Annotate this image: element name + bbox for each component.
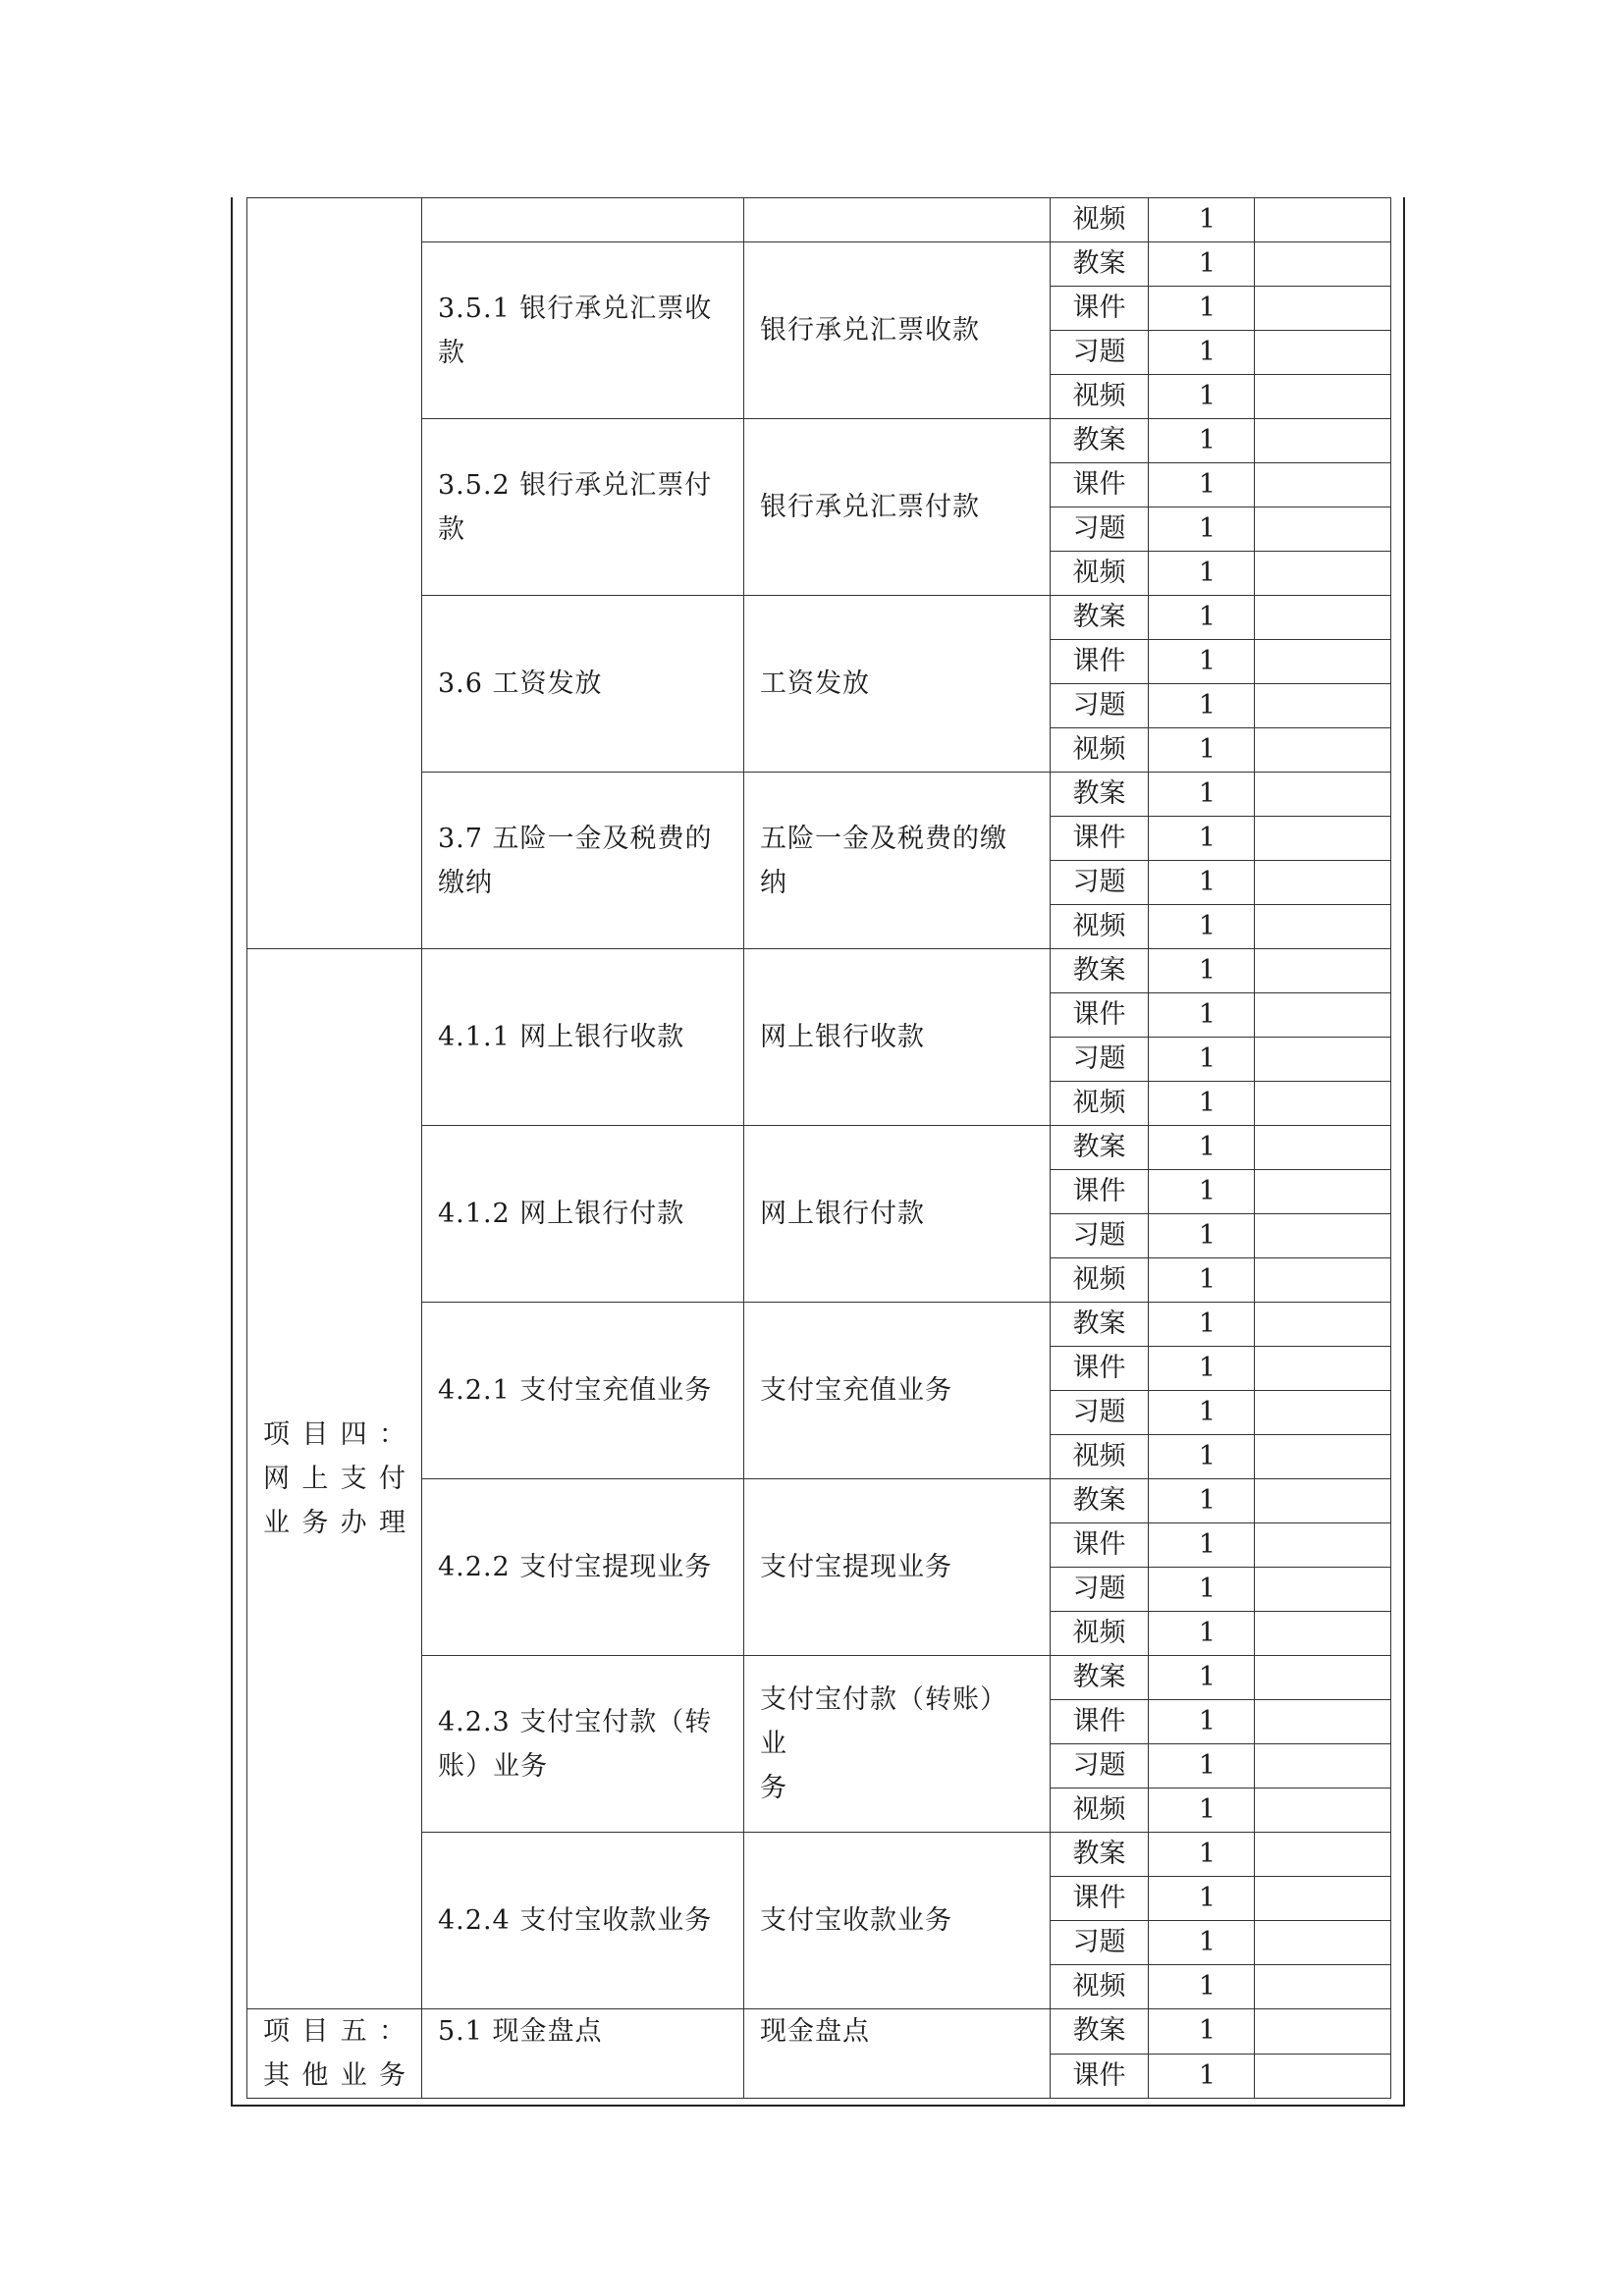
resource-qty-cell: 1 — [1149, 1965, 1255, 2009]
resource-note-cell — [1255, 773, 1391, 817]
resource-qty-cell: 1 — [1149, 198, 1255, 242]
content-label-line: 支付宝收款业务 — [760, 1905, 952, 1936]
resource-note-cell — [1255, 331, 1391, 375]
task-label-line: 3.5.1 银行承兑汇票收 — [438, 293, 713, 324]
resource-type-cell: 课件 — [1051, 1700, 1149, 1744]
project-label-line: 网 上 支 付 — [263, 1464, 406, 1494]
task-label-line: 4.2.2 支付宝提现业务 — [438, 1552, 713, 1582]
resource-qty-cell: 1 — [1149, 552, 1255, 596]
resource-type-cell: 教案 — [1051, 596, 1149, 640]
resource-qty-cell: 1 — [1149, 728, 1255, 773]
resource-qty-cell: 1 — [1149, 419, 1255, 463]
content-label-line: 银行承兑汇票收款 — [760, 315, 980, 346]
resource-qty-cell: 1 — [1149, 817, 1255, 861]
resource-type-cell: 课件 — [1051, 817, 1149, 861]
task-label-line: 4.2.4 支付宝收款业务 — [438, 1905, 713, 1936]
resource-type-cell: 教案 — [1051, 1126, 1149, 1170]
resource-qty-cell: 1 — [1149, 1347, 1255, 1391]
resource-qty-cell: 1 — [1149, 596, 1255, 640]
content-label-line: 支付宝提现业务 — [760, 1552, 952, 1582]
resource-note-cell — [1255, 1170, 1391, 1214]
resource-note-cell — [1255, 1523, 1391, 1568]
content-label-line: 现金盘点 — [760, 2016, 870, 2047]
resource-table — [246, 197, 1391, 2099]
task-label-line: 款 — [438, 337, 465, 368]
resource-type-cell: 教案 — [1051, 1833, 1149, 1877]
resource-qty-cell: 1 — [1149, 684, 1255, 728]
resource-type-cell: 教案 — [1051, 242, 1149, 287]
resource-qty-cell: 1 — [1149, 773, 1255, 817]
task-cell — [422, 1479, 744, 1656]
project-label-line: 项目五： — [263, 2016, 406, 2047]
resource-note-cell — [1255, 861, 1391, 905]
project-cell — [247, 949, 422, 2009]
resource-type-cell: 视频 — [1051, 905, 1149, 949]
resource-note-cell — [1255, 2009, 1391, 2055]
table-body — [247, 198, 1391, 2099]
task-cell — [422, 1656, 744, 1833]
task-cell — [422, 949, 744, 1126]
resource-note-cell — [1255, 1656, 1391, 1700]
content-label-line: 工资发放 — [760, 668, 870, 699]
content-label-line: 务 — [760, 1773, 787, 1803]
resource-note-cell — [1255, 2054, 1391, 2099]
resource-note-cell — [1255, 949, 1391, 993]
resource-qty-cell: 1 — [1149, 949, 1255, 993]
resource-note-cell — [1255, 1833, 1391, 1877]
resource-note-cell — [1255, 1435, 1391, 1479]
resource-note-cell — [1255, 1391, 1391, 1435]
resource-type-cell: 课件 — [1051, 463, 1149, 507]
resource-qty-cell: 1 — [1149, 1612, 1255, 1656]
resource-type-cell: 习题 — [1051, 1744, 1149, 1789]
resource-qty-cell: 1 — [1149, 1833, 1255, 1877]
resource-qty-cell: 1 — [1149, 1921, 1255, 1965]
task-cell — [422, 1126, 744, 1303]
resource-type-cell: 视频 — [1051, 198, 1149, 242]
task-cell — [422, 773, 744, 949]
resource-note-cell — [1255, 1082, 1391, 1126]
resource-type-cell: 课件 — [1051, 287, 1149, 331]
resource-note-cell — [1255, 507, 1391, 552]
resource-type-cell: 课件 — [1051, 1877, 1149, 1921]
resource-qty-cell: 1 — [1149, 463, 1255, 507]
resource-type-cell: 教案 — [1051, 949, 1149, 993]
resource-note-cell — [1255, 905, 1391, 949]
task-label-line: 3.7 五险一金及税费的 — [438, 823, 713, 854]
resource-qty-cell: 1 — [1149, 861, 1255, 905]
content-cell — [744, 1833, 1051, 2009]
resource-note-cell — [1255, 198, 1391, 242]
task-label-line: 4.1.2 网上银行付款 — [438, 1199, 685, 1229]
resource-qty-cell: 1 — [1149, 905, 1255, 949]
content-label-line: 五险一金及税费的缴 — [760, 823, 1007, 854]
task-label-line: 4.1.1 网上银行收款 — [438, 1022, 685, 1052]
project-cell — [247, 2009, 422, 2099]
resource-note-cell — [1255, 1700, 1391, 1744]
resource-qty-cell: 1 — [1149, 1435, 1255, 1479]
resource-type-cell: 视频 — [1051, 552, 1149, 596]
resource-type-cell: 视频 — [1051, 1612, 1149, 1656]
resource-type-cell: 教案 — [1051, 1656, 1149, 1700]
resource-type-cell: 教案 — [1051, 1303, 1149, 1347]
resource-note-cell — [1255, 552, 1391, 596]
task-cell — [422, 1833, 744, 2009]
resource-type-cell: 视频 — [1051, 1435, 1149, 1479]
resource-type-cell: 视频 — [1051, 1082, 1149, 1126]
resource-qty-cell: 1 — [1149, 375, 1255, 419]
content-label-line: 网上银行付款 — [760, 1199, 925, 1229]
content-cell — [744, 198, 1051, 242]
resource-type-cell: 视频 — [1051, 1789, 1149, 1833]
resource-qty-cell: 1 — [1149, 1303, 1255, 1347]
resource-qty-cell: 1 — [1149, 2054, 1255, 2099]
resource-note-cell — [1255, 1568, 1391, 1612]
task-label-line: 账）业务 — [438, 1750, 548, 1782]
resource-qty-cell: 1 — [1149, 1170, 1255, 1214]
resource-note-cell — [1255, 684, 1391, 728]
content-cell — [744, 1656, 1051, 1833]
content-label-line: 支付宝充值业务 — [760, 1375, 952, 1406]
resource-note-cell — [1255, 1038, 1391, 1082]
resource-type-cell: 视频 — [1051, 1258, 1149, 1303]
resource-type-cell: 习题 — [1051, 684, 1149, 728]
resource-type-cell: 教案 — [1051, 419, 1149, 463]
content-cell — [744, 596, 1051, 773]
resource-note-cell — [1255, 1921, 1391, 1965]
resource-qty-cell: 1 — [1149, 993, 1255, 1038]
task-cell — [422, 1303, 744, 1479]
resource-qty-cell: 1 — [1149, 1258, 1255, 1303]
resource-qty-cell: 1 — [1149, 1038, 1255, 1082]
resource-type-cell: 视频 — [1051, 728, 1149, 773]
resource-type-cell: 课件 — [1051, 640, 1149, 684]
resource-type-cell: 习题 — [1051, 331, 1149, 375]
resource-type-cell: 习题 — [1051, 507, 1149, 552]
content-cell — [744, 242, 1051, 419]
resource-type-cell: 教案 — [1051, 773, 1149, 817]
resource-qty-cell: 1 — [1149, 1789, 1255, 1833]
content-cell — [744, 1126, 1051, 1303]
resource-note-cell — [1255, 1965, 1391, 2009]
resource-qty-cell: 1 — [1149, 1744, 1255, 1789]
resource-note-cell — [1255, 1877, 1391, 1921]
content-cell — [744, 419, 1051, 596]
content-label-line: 银行承兑汇票付款 — [760, 492, 980, 522]
resource-type-cell: 习题 — [1051, 1214, 1149, 1258]
resource-qty-cell: 1 — [1149, 1082, 1255, 1126]
resource-note-cell — [1255, 993, 1391, 1038]
resource-note-cell — [1255, 419, 1391, 463]
resource-qty-cell: 1 — [1149, 1391, 1255, 1435]
resource-type-cell: 视频 — [1051, 375, 1149, 419]
table-row — [247, 2009, 1391, 2055]
resource-qty-cell: 1 — [1149, 1700, 1255, 1744]
resource-type-cell: 习题 — [1051, 1568, 1149, 1612]
resource-type-cell: 课件 — [1051, 1347, 1149, 1391]
resource-qty-cell: 1 — [1149, 640, 1255, 684]
content-cell — [744, 1479, 1051, 1656]
resource-type-cell: 教案 — [1051, 1479, 1149, 1523]
resource-type-cell: 习题 — [1051, 1391, 1149, 1435]
resource-note-cell — [1255, 1789, 1391, 1833]
resource-type-cell: 课件 — [1051, 1523, 1149, 1568]
table-row — [247, 198, 1391, 242]
task-cell — [422, 242, 744, 419]
resource-qty-cell: 1 — [1149, 331, 1255, 375]
resource-qty-cell: 1 — [1149, 2009, 1255, 2055]
content-label-line: 纳 — [760, 867, 787, 898]
resource-type-cell: 教案 — [1051, 2009, 1149, 2055]
resource-note-cell — [1255, 242, 1391, 287]
resource-note-cell — [1255, 728, 1391, 773]
task-label-line: 3.6 工资发放 — [438, 668, 603, 699]
resource-note-cell — [1255, 1303, 1391, 1347]
resource-note-cell — [1255, 1126, 1391, 1170]
resource-qty-cell: 1 — [1149, 1126, 1255, 1170]
resource-type-cell: 课件 — [1051, 2054, 1149, 2099]
resource-type-cell: 课件 — [1051, 1170, 1149, 1214]
resource-type-cell: 习题 — [1051, 1921, 1149, 1965]
task-label-line: 4.2.1 支付宝充值业务 — [438, 1375, 713, 1406]
project-label-line: 其 他 业 务 — [263, 2060, 406, 2091]
task-cell — [422, 2009, 744, 2099]
resource-note-cell — [1255, 463, 1391, 507]
resource-qty-cell: 1 — [1149, 1214, 1255, 1258]
resource-qty-cell: 1 — [1149, 1656, 1255, 1700]
resource-note-cell — [1255, 375, 1391, 419]
resource-qty-cell: 1 — [1149, 242, 1255, 287]
project-label-line: 业务办理 — [263, 1508, 406, 1538]
task-label-line: 3.5.2 银行承兑汇票付 — [438, 469, 713, 501]
resource-note-cell — [1255, 1744, 1391, 1789]
resource-note-cell — [1255, 640, 1391, 684]
content-cell — [744, 773, 1051, 949]
content-label-line: 支付宝付款（转账）业 — [760, 1684, 1007, 1759]
resource-type-cell: 习题 — [1051, 861, 1149, 905]
resource-type-cell: 习题 — [1051, 1038, 1149, 1082]
task-label-line: 缴纳 — [438, 867, 493, 898]
resource-type-cell: 课件 — [1051, 993, 1149, 1038]
task-label-line: 款 — [438, 513, 465, 545]
resource-note-cell — [1255, 817, 1391, 861]
resource-qty-cell: 1 — [1149, 1877, 1255, 1921]
resource-note-cell — [1255, 287, 1391, 331]
content-cell — [744, 949, 1051, 1126]
table-row — [247, 949, 1391, 993]
resource-qty-cell: 1 — [1149, 287, 1255, 331]
resource-qty-cell: 1 — [1149, 1523, 1255, 1568]
resource-note-cell — [1255, 1258, 1391, 1303]
project-cell — [247, 198, 422, 949]
content-cell — [744, 2009, 1051, 2099]
task-label-line: 5.1 现金盘点 — [438, 2016, 603, 2047]
resource-qty-cell: 1 — [1149, 1568, 1255, 1612]
task-cell — [422, 419, 744, 596]
content-cell — [744, 1303, 1051, 1479]
resource-qty-cell: 1 — [1149, 507, 1255, 552]
resource-note-cell — [1255, 1214, 1391, 1258]
resource-note-cell — [1255, 1479, 1391, 1523]
task-cell — [422, 198, 744, 242]
task-cell — [422, 596, 744, 773]
resource-type-cell: 视频 — [1051, 1965, 1149, 2009]
resource-qty-cell: 1 — [1149, 1479, 1255, 1523]
content-label-line: 网上银行收款 — [760, 1022, 925, 1052]
task-label-line: 4.2.3 支付宝付款（转 — [438, 1706, 713, 1737]
resource-note-cell — [1255, 1612, 1391, 1656]
resource-note-cell — [1255, 1347, 1391, 1391]
resource-note-cell — [1255, 596, 1391, 640]
project-label-line: 项目四： — [263, 1419, 406, 1450]
